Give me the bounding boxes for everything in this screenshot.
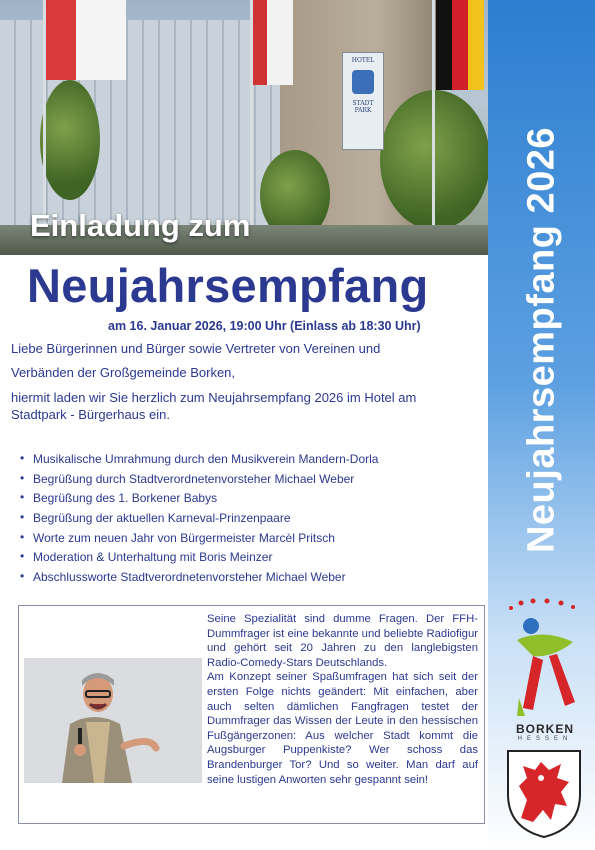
hotel-sign-line1: HOTEL [351,57,375,64]
list-item: • Begrüßung der aktuellen Karneval-Prinzenpaare [20,511,378,531]
hotel-sign [342,52,384,150]
hotel-sign-line2: STADT [352,100,374,107]
list-item: • Abschlussworte Stadtverordnetenvorsteher Michael Weber [20,570,378,590]
flag-pole [432,0,435,255]
guest-paragraph-1: Seine Spezialität sind dumme Fragen. Der FFH-Dummfrager ist eine bekannte und beliebte Radiofigur und gehört seit 20 Jahren zu den langlebigsten Radio-Comedy-Stars Deutschlands. [207,613,478,669]
borken-logo-icon [503,598,583,738]
intro-line-1: Liebe Bürgerinnen und Bürger sowie Vertreter von Vereinen und [11,341,381,356]
logo-subtitle: HESSEN [517,736,573,742]
guest-photo [24,658,202,783]
event-title: Neujahrsempfang [27,259,429,312]
flag-left [46,0,126,80]
program-list [20,452,378,590]
list-item: • Musikalische Umrahmung durch den Musikverein Mandern-Dorla [20,452,378,472]
list-item: • Begrüßung durch Stadtverordnetenvorsteher Michael Weber [20,472,378,492]
logo-wordmark: BORKEN [515,722,574,736]
list-item: • Begrüßung des 1. Borkener Babys [20,491,378,511]
guest-description [207,612,478,787]
hotel-sign-emblem-icon [352,70,374,94]
intro-line-4: Stadtpark - Bürgerhaus ein. [11,407,170,422]
list-item: • Worte zum neuen Jahr von Bürgermeister Marcèl Pritsch [20,531,378,551]
invitation-heading: Einladung zum [30,208,251,243]
flag-middle [253,0,293,85]
coat-of-arms-icon [505,748,583,840]
flag-germany [436,0,484,90]
intro-line-3: hiermit laden wir Sie herzlich zum Neujahrsempfang 2026 im Hotel am [11,390,417,405]
intro-line-2: Verbänden der Großgemeinde Borken, [11,365,236,380]
hotel-sign-line3: PARK [354,107,372,114]
guest-paragraph-2: Am Konzept seiner Spaßumfragen hat sich seit der ersten Folge nichts geändert: Mit einfachen, aber auch selten dämlichen Fangfragen testet der Dummfrager das Wissen der Leute in den hessischen Fußgängerzonen: Aus welcher Stadt kommt die Augsburger Puppenkiste? Wer schoss das Brandenburger Tor? Und so weiter. Man darf auf seine lustigen Anworten sehr gespannt sein! [207,671,478,786]
tree [40,80,100,200]
event-date-line: am 16. Januar 2026, 19:00 Uhr (Einlass ab 18:30 Uhr) [108,319,421,333]
sidebar-title: Neujahrsempfang 2026 [520,126,563,554]
list-item: • Moderation & Unterhaltung mit Boris Meinzer [20,550,378,570]
